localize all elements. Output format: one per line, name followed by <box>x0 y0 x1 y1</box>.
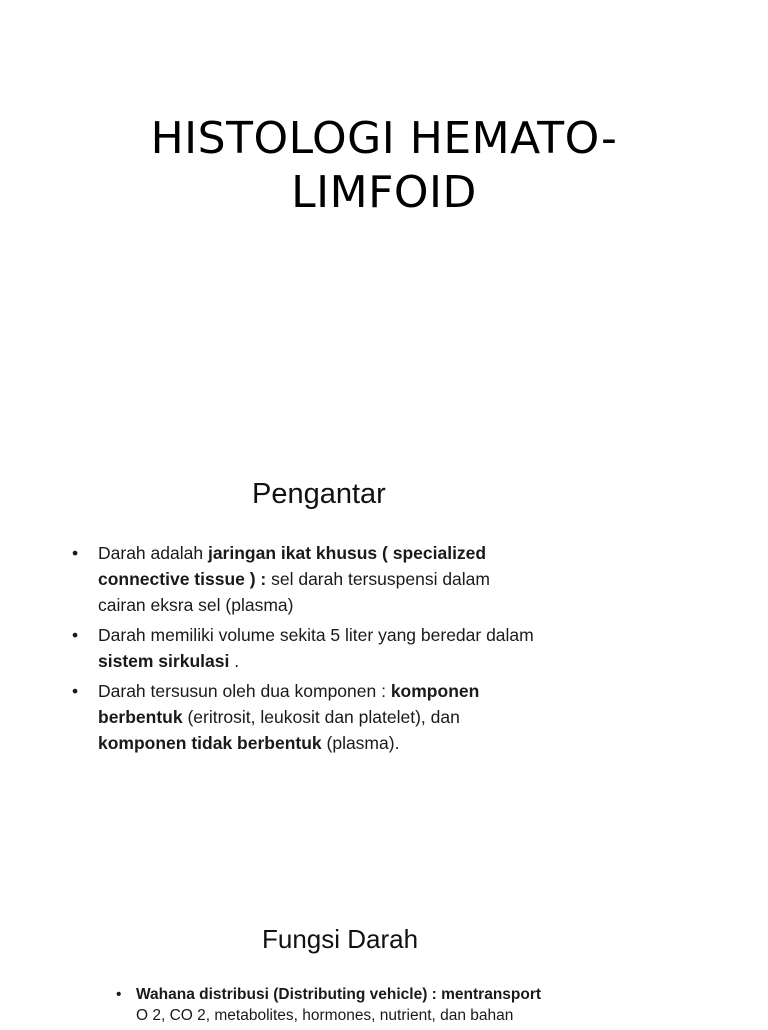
intro-bullet-2 <box>72 622 542 674</box>
bullet-text: . <box>229 651 240 671</box>
bullet-icon: • <box>116 986 122 1003</box>
bullet-bold-text: Wahana distribusi (Distributing vehicle) : mentransport <box>136 986 542 1003</box>
bullet-icon: • <box>72 681 79 701</box>
intro-heading: Pengantar <box>252 478 386 510</box>
title-line-2: LIMFOID <box>291 167 477 218</box>
bullet-text: Darah memiliki volume sekita 5 liter yang beredar dalam <box>98 625 534 645</box>
bullet-text: Darah adalah <box>98 543 208 563</box>
bullet-icon: • <box>72 543 79 563</box>
function-bullet-list <box>116 984 596 1030</box>
bullet-bold-text: sistem sirkulasi <box>98 651 230 671</box>
bullet-text: sel darah tersuspensi dalam cairan eksra sel (plasma) <box>98 569 490 615</box>
function-bullet-1 <box>116 984 596 1026</box>
bullet-bold-text: komponen tidak berbentuk <box>98 733 322 753</box>
bullet-text: O 2, CO 2, metabolites, hormones, nutrient, dan bahan <box>136 1007 514 1024</box>
bullet-bold-text: komponen berbentuk <box>98 681 480 727</box>
bullet-text: (plasma). <box>321 733 400 753</box>
function-slide <box>0 910 768 1024</box>
presentation-title <box>0 112 768 220</box>
intro-bullet-list <box>72 540 542 760</box>
bullet-icon: • <box>72 625 79 645</box>
bullet-bold-text: jaringan ikat khusus ( specialized connective tissue ) : <box>98 543 487 589</box>
bullet-text: (eritrosit, leukosit dan platelet), dan <box>182 707 460 727</box>
bullet-text: Darah tersusun oleh dua komponen : <box>98 681 391 701</box>
title-slide <box>0 0 768 420</box>
title-line-1: HISTOLOGI HEMATO- <box>150 113 618 164</box>
intro-slide <box>0 460 768 880</box>
intro-bullet-1 <box>72 540 542 618</box>
intro-bullet-3 <box>72 678 542 756</box>
function-heading: Fungsi Darah <box>262 924 419 954</box>
